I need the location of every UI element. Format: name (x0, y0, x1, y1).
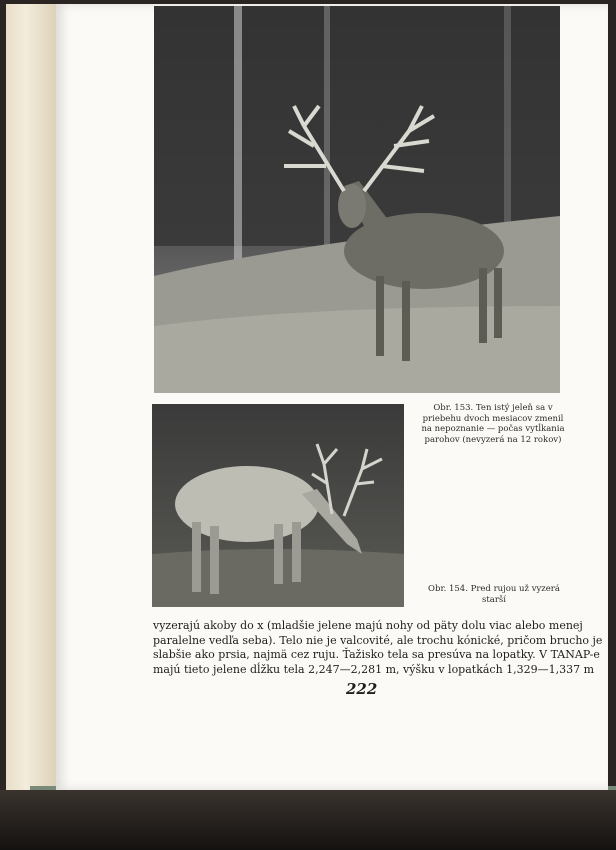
book-spine-edge (6, 4, 57, 794)
book-page (56, 4, 608, 790)
stag-standing-image (154, 6, 560, 393)
background-shadow (0, 790, 616, 850)
page-number: 222 (346, 680, 378, 698)
figure-154-caption: Obr. 154. Pred rujou už vyzerá starší (428, 584, 560, 605)
stag-grazing-image (152, 404, 404, 607)
body-paragraph (153, 619, 603, 677)
body-line: paralelne vedľa seba). Telo nie je valcovité, ale trochu kónické, pričom brucho je (153, 633, 603, 647)
photo-stag-grazing (152, 404, 404, 607)
body-line: vyzerajú akoby do x (mladšie jelene majú nohy od päty dolu viac alebo menej (153, 619, 583, 632)
photo-stag-standing (154, 6, 560, 393)
body-line: slabšie ako prsia, najmä cez ruju. Ťažisko tela sa presúva na lopatky. V TANAP-e (153, 648, 600, 661)
body-line: majú tieto jelene dĺžku tela 2,247—2,281 m, výšku v lopatkách 1,329—1,337 m (153, 662, 595, 676)
figure-153-caption: Obr. 153. Ten istý jeleň sa v priebehu dvoch mesiacov zmenil na nepoznanie — počas vytĺkania parohov (nevyzerá na 12 rokov) (421, 403, 565, 445)
